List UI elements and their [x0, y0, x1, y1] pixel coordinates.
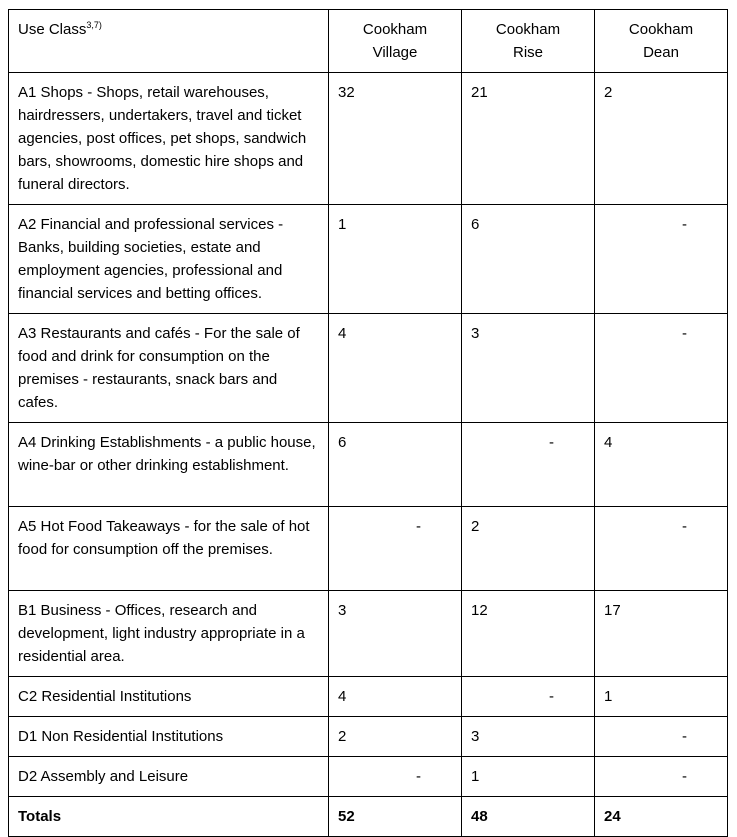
village-count: 3	[329, 591, 462, 677]
dean-count: 2	[595, 73, 728, 205]
dean-total: 24	[595, 797, 728, 837]
header-cookham-dean-line2: Dean	[643, 44, 679, 61]
use-class-label: D2 Assembly and Leisure	[9, 757, 329, 797]
header-cookham-village	[329, 10, 462, 73]
table-row	[9, 677, 728, 717]
use-class-label: A2 Financial and professional services - Banks, building societies, estate and employment agencies, professional and financial services and betting offices.	[9, 205, 329, 314]
village-total: 52	[329, 797, 462, 837]
rise-count: -	[462, 423, 595, 507]
use-class-label: C2 Residential Institutions	[9, 677, 329, 717]
rise-count: 3	[462, 717, 595, 757]
rise-count: 6	[462, 205, 595, 314]
header-use-class-reference: 3,7)	[86, 20, 102, 30]
rise-count: 1	[462, 757, 595, 797]
header-cookham-rise-line2: Rise	[512, 44, 543, 61]
table-row	[9, 423, 728, 507]
dean-count: -	[595, 314, 728, 423]
dean-count: -	[595, 205, 728, 314]
dean-count: 4	[595, 423, 728, 507]
use-class-label: B1 Business - Offices, research and development, light industry appropriate in a residential area.	[9, 591, 329, 677]
totals-row	[9, 797, 728, 837]
use-class-table	[8, 9, 728, 837]
rise-count: 2	[462, 507, 595, 591]
header-cookham-village-line2: Village	[372, 44, 418, 61]
village-count: 32	[329, 73, 462, 205]
use-class-label: A3 Restaurants and cafés - For the sale of food and drink for consumption on the premises - restaurants, snack bars and cafes.	[9, 314, 329, 423]
table-row	[9, 73, 728, 205]
dean-count: 17	[595, 591, 728, 677]
village-count: 6	[329, 423, 462, 507]
dean-count: 1	[595, 677, 728, 717]
village-count: 2	[329, 717, 462, 757]
totals-label: Totals	[9, 797, 329, 837]
use-class-label: A5 Hot Food Takeaways - for the sale of hot food for consumption off the premises.	[9, 507, 329, 591]
header-use-class-label: Use Class	[18, 21, 87, 38]
table-row	[9, 507, 728, 591]
use-class-label: A1 Shops - Shops, retail warehouses, hairdressers, undertakers, travel and ticket agencies, post offices, pet shops, sandwich bars, showrooms, domestic hire shops and funeral directors.	[9, 73, 329, 205]
table-row	[9, 591, 728, 677]
use-class-label: D1 Non Residential Institutions	[9, 717, 329, 757]
header-cookham-village-line1: Cookham	[362, 21, 428, 38]
use-class-label: A4 Drinking Establishments - a public house, wine-bar or other drinking establishment.	[9, 423, 329, 507]
table-row	[9, 205, 728, 314]
village-count: 4	[329, 314, 462, 423]
village-count: 1	[329, 205, 462, 314]
table-header-row	[9, 10, 728, 73]
village-count: -	[329, 757, 462, 797]
table-row	[9, 314, 728, 423]
header-cookham-dean-line1: Cookham	[628, 21, 694, 38]
header-cookham-dean	[595, 10, 728, 73]
rise-total: 48	[462, 797, 595, 837]
rise-count: 21	[462, 73, 595, 205]
header-use-class	[9, 10, 329, 73]
dean-count: -	[595, 507, 728, 591]
village-count: -	[329, 507, 462, 591]
header-cookham-rise	[462, 10, 595, 73]
village-count: 4	[329, 677, 462, 717]
dean-count: -	[595, 717, 728, 757]
table-row	[9, 717, 728, 757]
header-cookham-rise-line1: Cookham	[495, 21, 561, 38]
table-row	[9, 757, 728, 797]
rise-count: -	[462, 677, 595, 717]
rise-count: 12	[462, 591, 595, 677]
rise-count: 3	[462, 314, 595, 423]
dean-count: -	[595, 757, 728, 797]
